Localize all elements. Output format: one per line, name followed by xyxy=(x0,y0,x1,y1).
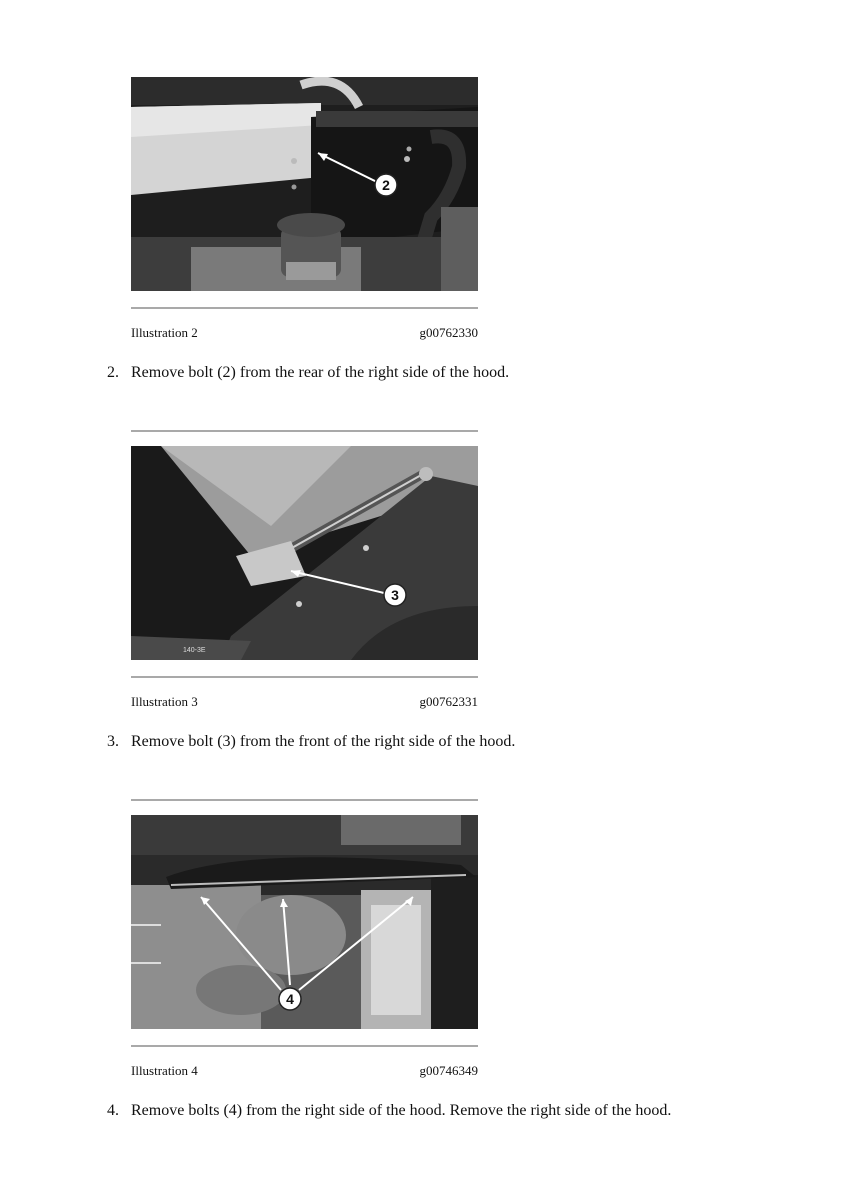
illustration-3-photo xyxy=(131,446,478,660)
illustration-3-code: g00762331 xyxy=(419,694,478,709)
rule xyxy=(131,430,478,432)
callout-2: 2 xyxy=(382,177,390,193)
step-2-number: 2. xyxy=(107,364,119,381)
illustration-4-image xyxy=(131,815,478,1029)
illustration-2-photo xyxy=(131,77,478,291)
step-2-text: Remove bolt (2) from the rear of the right side of the hood. xyxy=(131,364,510,381)
rule xyxy=(131,799,478,801)
rule xyxy=(131,1045,478,1047)
illustration-3-label: Illustration 3 xyxy=(131,694,198,709)
illustration-4-label: Illustration 4 xyxy=(131,1063,198,1078)
step-3 xyxy=(107,733,515,751)
step-4 xyxy=(107,1102,671,1120)
illustration-4-code: g00746349 xyxy=(419,1063,478,1078)
callout-4: 4 xyxy=(286,991,294,1007)
step-4-number: 4. xyxy=(107,1102,119,1119)
illustration-2-image xyxy=(131,77,478,291)
illustration-3-image xyxy=(131,446,478,660)
illustration-4-photo xyxy=(131,815,478,1029)
step-2 xyxy=(107,364,509,382)
rule xyxy=(131,307,478,309)
illustration-2-label: Illustration 2 xyxy=(131,325,198,340)
rule xyxy=(131,676,478,678)
step-3-text: Remove bolt (3) from the front of the right side of the hood. xyxy=(131,733,516,750)
step-3-number: 3. xyxy=(107,733,119,750)
part-number-label: 140-3E xyxy=(183,647,206,654)
illustration-2-code: g00762330 xyxy=(419,325,478,340)
callout-3: 3 xyxy=(391,587,399,603)
step-4-text: Remove bolts (4) from the right side of the hood. Remove the right side of the hood. xyxy=(131,1102,672,1119)
